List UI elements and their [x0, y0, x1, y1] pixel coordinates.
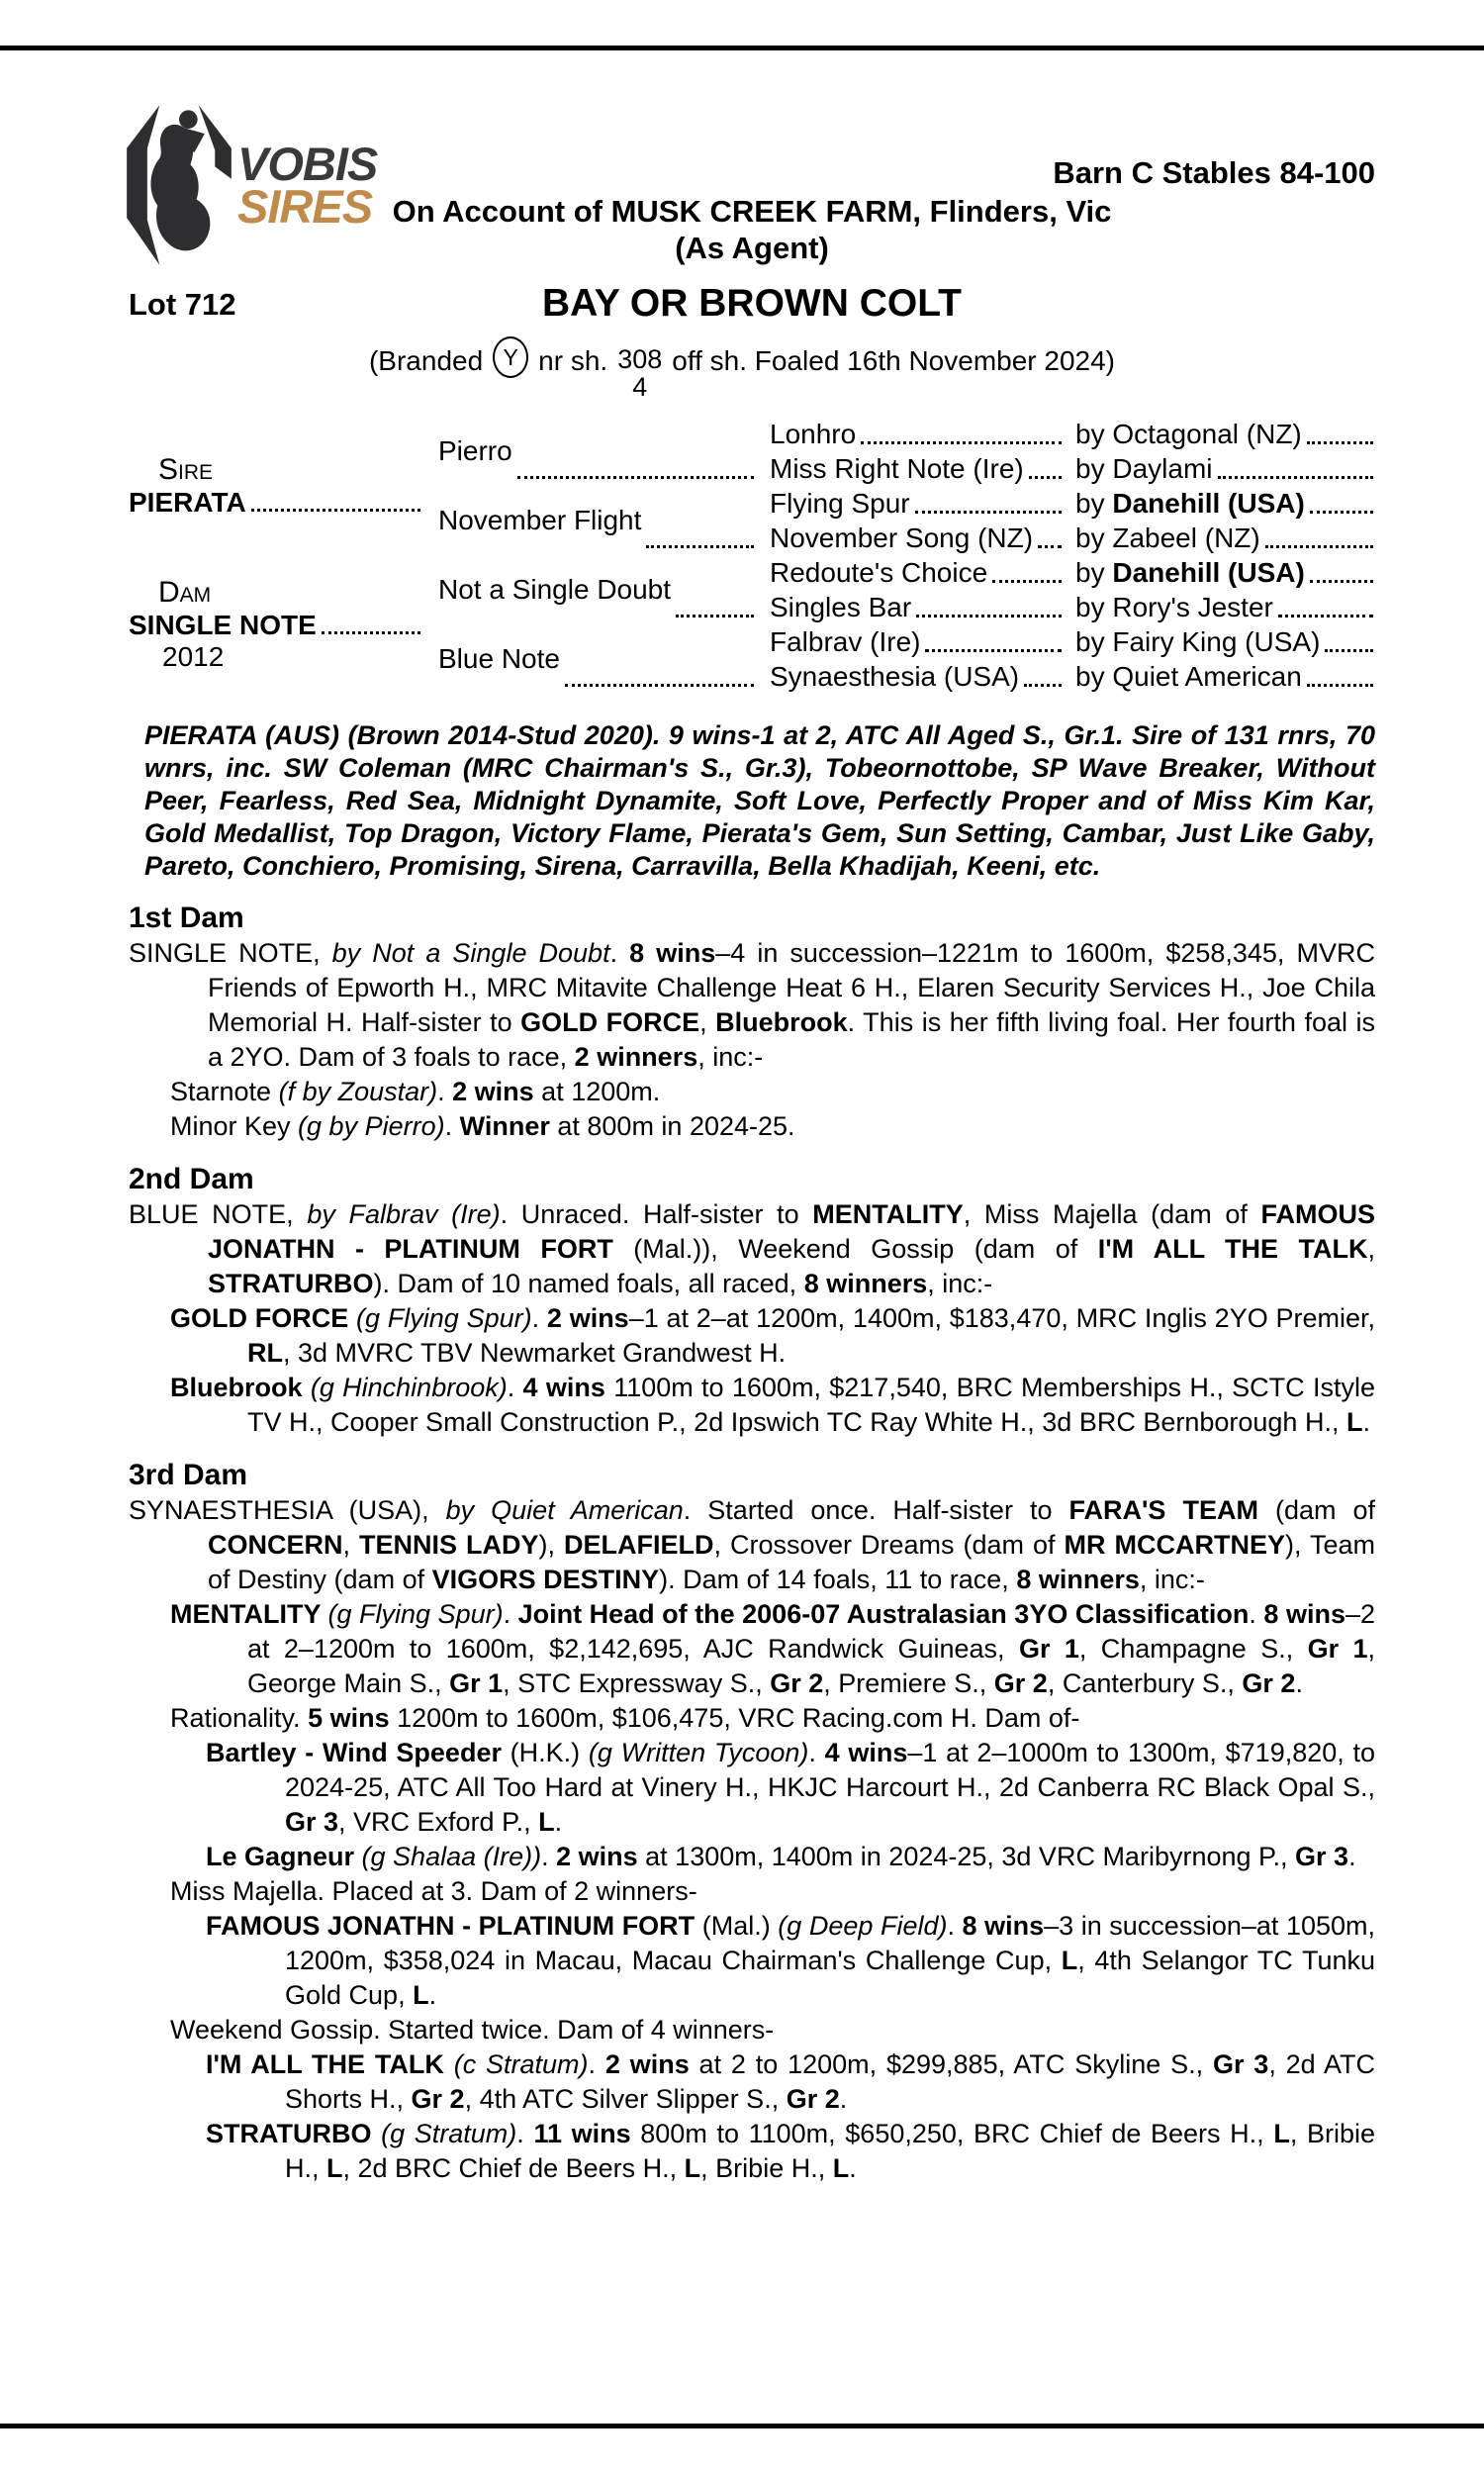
- as-agent-text: (As Agent): [675, 231, 829, 265]
- pedigree-gen2-cell: [438, 486, 770, 555]
- dam-label: Dam: [158, 576, 212, 609]
- dot-leader: [861, 441, 1062, 444]
- dot-leader: [646, 545, 754, 548]
- vobis-sires-logo: [123, 101, 377, 269]
- pedigree-entry: SINGLE NOTE, by Not a Single Doubt. 8 wins–4 in succession–1221m to 1600m, $258,345, MVRC Friends of Epworth H., MRC Mitavite Challenge Heat 6 H., Elaren Security Services H., Joe Chila Memorial H. Half-sister to GOLD FORCE, Bluebrook. This is her fifth living foal. Her fourth foal is a 2YO. Dam of 3 foals to race, 2 winners, inc:-: [129, 938, 1375, 1072]
- pedigree-entry: Starnote (f by Zoustar). 2 wins at 1200m.: [170, 1077, 661, 1106]
- sire-summary-paragraph: PIERATA (AUS) (Brown 2014-Stud 2020). 9 wins-1 at 2, ATC All Aged S., Gr.1. Sire of 131 rnrs, 70 wnrs, inc. SW Coleman (MRC Chairman's S., Gr.3), Tobeornottobe, SP Wave Breaker, Without Peer, Fearless, Red Sea, Midnight Dynamite, Soft Love, Perfectly Proper and of Miss Kim Kar, Gold Medallist, Top Dragon, Victory Flame, Pierata's Gem, Sun Setting, Cambar, Just Like Gaby, Pareto, Conchiero, Promising, Sirena, Carravilla, Bella Khadijah, Keeni, etc.: [144, 720, 1375, 881]
- brand-number-top: 308: [617, 344, 663, 374]
- pedigree-entry: Weekend Gossip. Started twice. Dam of 4 winners-: [170, 2015, 775, 2045]
- pedigree-table: [129, 417, 1375, 694]
- dot-leader: [925, 649, 1062, 652]
- dot-leader: [1307, 441, 1373, 444]
- pedigree-gen3-sire: by Danehill (USA): [1075, 555, 1375, 590]
- brand-number-stack: [617, 345, 662, 401]
- dot-leader: [1265, 545, 1373, 548]
- pedigree-gen3-name: Singles Bar: [770, 590, 1075, 624]
- pedigree-gen3-sire: by Octagonal (NZ): [1075, 417, 1375, 451]
- pedigree-gen3-name: Falbrav (Ire): [770, 624, 1075, 659]
- pedigree-entry: Miss Majella. Placed at 3. Dam of 2 winners-: [170, 1876, 697, 1906]
- brand-post-text: off sh. Foaled 16th November 2024): [672, 345, 1116, 376]
- pedigree-gen3-sire: by Danehill (USA): [1075, 486, 1375, 521]
- horse-name: Blue Note: [438, 643, 560, 674]
- pedigree-gen3-sire: by Zabeel (NZ): [1075, 521, 1375, 555]
- dam-section-heading: 2nd Dam: [129, 1163, 254, 1195]
- pedigree-entry: SYNAESTHESIA (USA), by Quiet American. Started once. Half-sister to FARA'S TEAM (dam of CONCERN, TENNIS LADY), DELAFIELD, Crossover Dreams (dam of MR MCCARTNEY), Team of Destiny (dam of VIGORS DESTINY). Dam of 14 foals, 11 to race, 8 winners, inc:-: [129, 1495, 1376, 1594]
- dot-leader: [1325, 649, 1373, 652]
- pedigree-entry: GOLD FORCE (g Flying Spur). 2 wins–1 at 2–at 1200m, 1400m, $183,470, MRC Inglis 2YO Premier, RL, 3d MVRC TBV Newmarket Grandwest H.: [170, 1303, 1375, 1368]
- pedigree-gen3-name: Lonhro: [770, 417, 1075, 451]
- pedigree-dam-cell: [129, 555, 438, 694]
- brand-number-bottom: 4: [632, 372, 648, 402]
- dot-leader: [1029, 476, 1062, 479]
- pedigree-entry: FAMOUS JONATHN - PLATINUM FORT (Mal.) (g Deep Field). 8 wins–3 in succession–at 1050m, 1200m, $358,024 in Macau, Macau Chairman's Challenge Cup, L, 4th Selangor TC Tunku Gold Cup, L.: [206, 1911, 1376, 2010]
- dot-leader: [1310, 511, 1373, 514]
- brand-mark-icon: Y: [493, 336, 528, 378]
- dot-leader: [992, 580, 1062, 583]
- dot-leader: [322, 631, 420, 634]
- logo-wordmark: [237, 138, 378, 233]
- top-rule: [0, 46, 1484, 50]
- title-row: [129, 278, 1375, 330]
- pedigree-entry: BLUE NOTE, by Falbrav (Ire). Unraced. Half-sister to MENTALITY, Miss Majella (dam of FAMOUS JONATHN - PLATINUM FORT (Mal.)), Weekend Gossip (dam of I'M ALL THE TALK, STRATURBO). Dam of 10 named foals, all raced, 8 winners, inc:-: [129, 1199, 1375, 1298]
- pedigree-entry: I'M ALL THE TALK (c Stratum). 2 wins at 2 to 1200m, $299,885, ATC Skyline S., Gr 3, 2d ATC Shorts H., Gr 2, 4th ATC Silver Slipper S., Gr 2.: [206, 2049, 1376, 2114]
- pedigree-gen2-cell: [438, 417, 770, 486]
- pedigree-sire-cell: [129, 417, 438, 555]
- dot-leader: [1038, 545, 1062, 548]
- dot-leader: [1307, 684, 1373, 687]
- dam-lineage-sections: [129, 900, 1375, 2186]
- logo-word-vobis: VOBIS: [237, 138, 378, 190]
- pedigree-gen3-name: Redoute's Choice: [770, 555, 1075, 590]
- bottom-rule: [0, 2424, 1484, 2428]
- dot-leader: [676, 615, 754, 618]
- dam-foaling-year: 2012: [162, 641, 225, 672]
- dot-leader: [565, 684, 754, 687]
- dot-leader: [915, 511, 1062, 514]
- brand-nr-text: nr sh.: [538, 345, 608, 376]
- pedigree-entry: MENTALITY (g Flying Spur). Joint Head of the 2006-07 Australasian 3YO Classification. 8 wins–2 at 2–1200m to 1600m, $2,142,695, AJC Randwick Guineas, Gr 1, Champagne S., Gr 1, George Main S., Gr 1, STC Expressway S., Gr 2, Premiere S., Gr 2, Canterbury S., Gr 2.: [170, 1599, 1376, 1698]
- barn-stables-text: Barn C Stables 84-100: [1053, 155, 1375, 190]
- pedigree-gen2-cell: [438, 555, 770, 624]
- pedigree-entry: Rationality. 5 wins 1200m to 1600m, $106,475, VRC Racing.com H. Dam of-: [170, 1703, 1080, 1733]
- sire-name-line: [129, 487, 422, 519]
- sire-name: PIERATA: [129, 487, 246, 518]
- pedigree-gen3-name: Synaesthesia (USA): [770, 659, 1075, 694]
- page-title: BAY OR BROWN COLT: [542, 282, 962, 325]
- pedigree-gen3-sire: by Fairy King (USA): [1075, 624, 1375, 659]
- dot-leader: [1278, 615, 1373, 618]
- logo-word-sires: SIRES: [237, 180, 373, 233]
- pedigree-gen3-sire: by Daylami: [1075, 451, 1375, 486]
- dam-name-line: [129, 610, 422, 641]
- dot-leader: [517, 476, 754, 479]
- dot-leader: [1218, 476, 1374, 479]
- pedigree-entry: Bartley - Wind Speeder (H.K.) (g Written Tycoon). 4 wins–1 at 2–1000m to 1300m, $719,820, to 2024-25, ATC All Too Hard at Vinery H., HKJC Harcourt H., 2d Canberra RC Black Opal S., Gr 3, VRC Exford P., L.: [206, 1738, 1375, 1837]
- brand-line: [0, 333, 1484, 402]
- vendor-account-text: On Account of MUSK CREEK FARM, Flinders, Vic: [392, 194, 1112, 229]
- dot-leader: [1024, 684, 1062, 687]
- pedigree-entry: Bluebrook (g Hinchinbrook). 4 wins 1100m to 1600m, $217,540, BRC Memberships H., SCTC Istyle TV H., Cooper Small Construction P., 2d Ipswich TC Ray White H., 3d BRC Bernborough H., L.: [170, 1373, 1375, 1437]
- pedigree-gen3-name: November Song (NZ): [770, 521, 1075, 555]
- horse-name: Not a Single Doubt: [438, 574, 672, 605]
- dot-leader: [1310, 580, 1373, 583]
- pedigree-entry: Minor Key (g by Pierro). Winner at 800m in 2024-25.: [170, 1111, 795, 1141]
- dot-leader: [916, 615, 1062, 618]
- dot-leader: [251, 509, 420, 512]
- pedigree-gen2-cell: [438, 624, 770, 694]
- sire-label: Sire: [158, 453, 214, 486]
- lot-number: Lot 712: [129, 287, 236, 322]
- pedigree-gen3-sire: by Quiet American: [1075, 659, 1375, 694]
- dam-section-heading: 3rd Dam: [129, 1459, 248, 1491]
- pedigree-entry: Le Gagneur (g Shalaa (Ire)). 2 wins at 1300m, 1400m in 2024-25, 3d VRC Maribyrnong P., Gr 3.: [206, 1842, 1356, 1871]
- pedigree-entry: STRATURBO (g Stratum). 11 wins 800m to 1100m, $650,250, BRC Chief de Beers H., L, Bribie H., L, 2d BRC Chief de Beers H., L, Bribie H., L.: [206, 2119, 1375, 2183]
- pedigree-gen3-sire: by Rory's Jester: [1075, 590, 1375, 624]
- brand-pre-text: (Branded: [368, 345, 484, 376]
- horse-name: Pierro: [438, 435, 512, 466]
- pedigree-gen3-name: Miss Right Note (Ire): [770, 451, 1075, 486]
- dam-name: SINGLE NOTE: [129, 610, 317, 640]
- pedigree-gen3-name: Flying Spur: [770, 486, 1075, 521]
- dam-section-heading: 1st Dam: [129, 902, 244, 934]
- horse-jockey-icon: [123, 101, 235, 269]
- horse-name: November Flight: [438, 505, 642, 535]
